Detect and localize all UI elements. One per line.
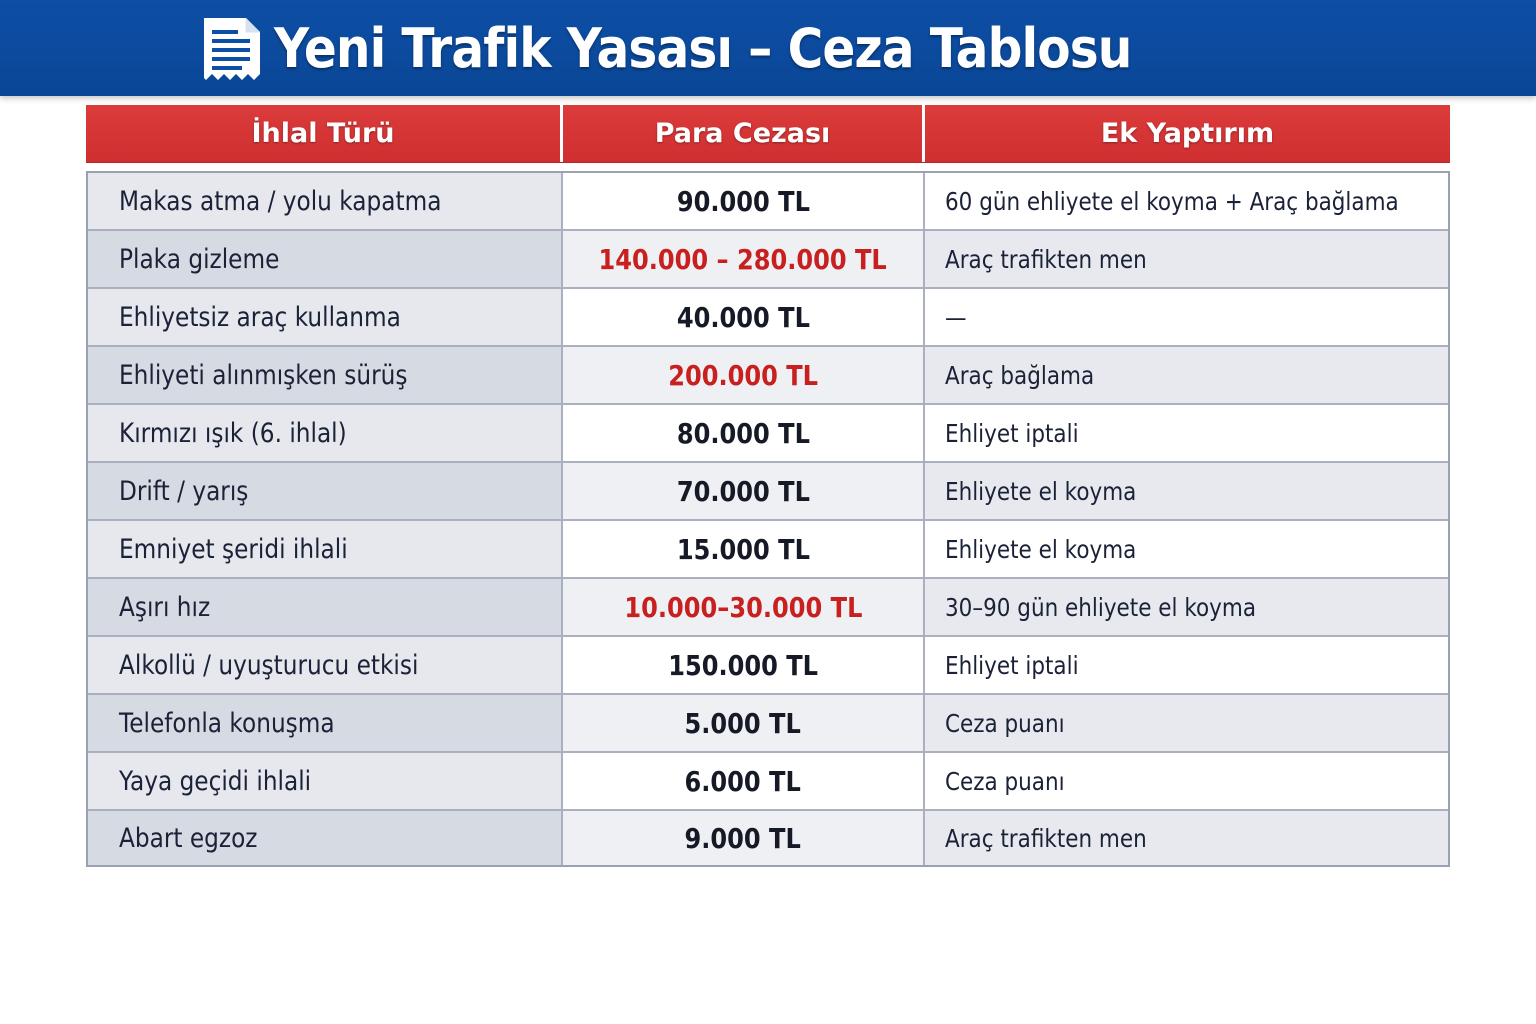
table-row xyxy=(88,753,1448,811)
sanction-text: 60 gün ehliyete el koyma + Araç bağlama xyxy=(945,186,1399,216)
violation-text: Abart egzoz xyxy=(119,822,258,854)
cell-violation xyxy=(88,289,563,345)
sanction-text: Araç trafikten men xyxy=(945,244,1147,274)
cell-fine xyxy=(563,405,925,461)
sanction-text: 30–90 gün ehliyete el koyma xyxy=(945,592,1256,622)
table-row xyxy=(88,347,1448,405)
violation-text: Plaka gizleme xyxy=(119,243,280,275)
column-header-fine: Para Cezası xyxy=(563,105,925,162)
penalty-table xyxy=(86,105,1450,867)
fine-amount: 140.000 – 280.000 TL xyxy=(598,242,888,276)
cell-fine xyxy=(563,695,925,751)
cell-sanction xyxy=(925,753,1448,809)
violation-text: Telefonla konuşma xyxy=(119,707,335,739)
table-row xyxy=(88,521,1448,579)
table-body xyxy=(86,171,1450,867)
cell-sanction xyxy=(925,173,1448,229)
table-row xyxy=(88,405,1448,463)
sanction-text: Ehliyete el koyma xyxy=(945,476,1137,506)
cell-fine xyxy=(563,637,925,693)
fine-amount: 90.000 TL xyxy=(676,184,810,218)
table-row xyxy=(88,637,1448,695)
cell-sanction xyxy=(925,231,1448,287)
sanction-text: Ehliyet iptali xyxy=(945,650,1079,680)
cell-fine xyxy=(563,521,925,577)
cell-violation xyxy=(88,811,563,865)
table-row xyxy=(88,173,1448,231)
fine-amount: 9.000 TL xyxy=(684,821,802,855)
table-row xyxy=(88,811,1448,865)
table-header xyxy=(86,105,1450,163)
violation-text: Drift / yarış xyxy=(119,475,249,507)
cell-sanction xyxy=(925,347,1448,403)
cell-violation xyxy=(88,347,563,403)
violation-text: Aşırı hız xyxy=(119,591,211,623)
table-row xyxy=(88,289,1448,347)
column-header-sanction: Ek Yaptırım xyxy=(1100,118,1275,149)
sanction-text: Ehliyet iptali xyxy=(945,418,1079,448)
cell-fine xyxy=(563,289,925,345)
cell-violation xyxy=(88,637,563,693)
cell-violation xyxy=(88,173,563,229)
cell-violation xyxy=(88,579,563,635)
sanction-text: Ceza puanı xyxy=(945,708,1065,738)
fine-amount: 40.000 TL xyxy=(676,300,810,334)
column-header-violation: İhlal Türü xyxy=(86,105,563,162)
cell-violation xyxy=(88,405,563,461)
cell-sanction xyxy=(925,521,1448,577)
sanction-text: Ehliyete el koyma xyxy=(945,534,1137,564)
violation-text: Ehliyetsiz araç kullanma xyxy=(119,301,401,333)
violation-text: Makas atma / yolu kapatma xyxy=(119,185,442,217)
fine-amount: 6.000 TL xyxy=(684,764,802,798)
document-icon xyxy=(202,16,262,82)
cell-sanction xyxy=(925,695,1448,751)
cell-violation xyxy=(88,753,563,809)
cell-fine xyxy=(563,347,925,403)
violation-text: Alkollü / uyuşturucu etkisi xyxy=(119,649,419,681)
fine-amount: 10.000–30.000 TL xyxy=(623,590,863,624)
cell-fine xyxy=(563,753,925,809)
fine-amount: 150.000 TL xyxy=(668,648,818,682)
cell-violation xyxy=(88,463,563,519)
violation-text: Yaya geçidi ihlali xyxy=(119,765,312,797)
fine-amount: 70.000 TL xyxy=(676,474,810,508)
fine-amount: 200.000 TL xyxy=(668,358,818,392)
fine-amount: 80.000 TL xyxy=(676,416,810,450)
cell-fine xyxy=(563,811,925,865)
cell-sanction xyxy=(925,289,1448,345)
cell-fine xyxy=(563,231,925,287)
fine-amount: 5.000 TL xyxy=(684,706,802,740)
cell-fine xyxy=(563,173,925,229)
cell-violation xyxy=(88,521,563,577)
cell-fine xyxy=(563,579,925,635)
page-title: Yeni Trafik Yasası – Ceza Tablosu xyxy=(274,17,1132,80)
cell-sanction xyxy=(925,405,1448,461)
violation-text: Kırmızı ışık (6. ihlal) xyxy=(119,417,347,449)
violation-text: Emniyet şeridi ihlali xyxy=(119,533,348,565)
cell-sanction xyxy=(925,579,1448,635)
sanction-text: Araç bağlama xyxy=(945,360,1095,390)
cell-sanction xyxy=(925,811,1448,865)
table-row xyxy=(88,695,1448,753)
cell-violation xyxy=(88,695,563,751)
cell-fine xyxy=(563,463,925,519)
cell-sanction xyxy=(925,637,1448,693)
header-banner xyxy=(0,0,1536,96)
cell-sanction xyxy=(925,463,1448,519)
fine-amount: 15.000 TL xyxy=(676,532,810,566)
sanction-text: Araç trafikten men xyxy=(945,823,1147,853)
sanction-text: — xyxy=(945,302,967,332)
violation-text: Ehliyeti alınmışken sürüş xyxy=(119,359,408,391)
sanction-text: Ceza puanı xyxy=(945,766,1065,796)
cell-violation xyxy=(88,231,563,287)
table-row xyxy=(88,579,1448,637)
table-row xyxy=(88,463,1448,521)
table-row xyxy=(88,231,1448,289)
